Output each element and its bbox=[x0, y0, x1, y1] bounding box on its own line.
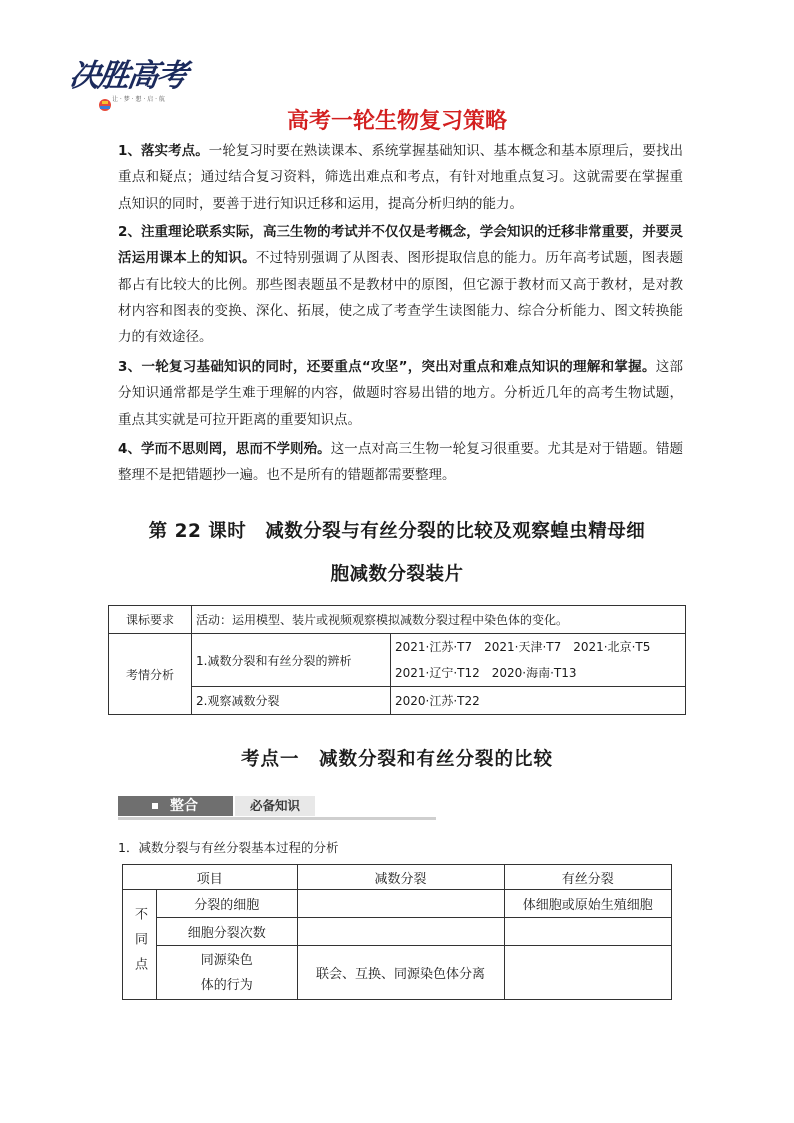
square-bullet-icon bbox=[152, 803, 158, 809]
bar-dark-label: 整合 bbox=[170, 798, 198, 814]
meiosis-cell bbox=[297, 890, 504, 918]
refs-cell bbox=[391, 634, 686, 687]
item-cell: 细胞分裂次数 bbox=[157, 918, 298, 946]
strategy-paragraph-4 bbox=[118, 436, 683, 489]
item-cell: 分裂的细胞 bbox=[157, 890, 298, 918]
paragraph-lead: 4、学而不思则罔，思而不学则殆。 bbox=[118, 441, 331, 457]
label-cell: 考情分析 bbox=[109, 634, 192, 715]
lesson-title-line-1: 第 22 课时 减数分裂与有丝分裂的比较及观察蝗虫精母细 bbox=[148, 521, 646, 542]
topic-cell: 1.减数分裂和有丝分裂的辨析 bbox=[192, 634, 391, 687]
group-label-cell: 不同点 bbox=[123, 890, 157, 1000]
header-cell: 有丝分裂 bbox=[504, 865, 671, 890]
section-title: 考点一 减数分裂和有丝分裂的比较 bbox=[240, 749, 553, 770]
strategy-paragraph-3 bbox=[118, 354, 683, 433]
header-cell: 项目 bbox=[123, 865, 298, 890]
paragraph-body: 这部分知识通常都是学生难于理解的内容，做题时容易出错的地方。分析近几年的高考生物试题，重点其实就是可拉开距离的重要知识点。 bbox=[118, 359, 684, 428]
comparison-table bbox=[122, 864, 672, 1000]
paragraph-body: 一轮复习时要在熟读课本、系统掌握基础知识、基本概念和基本原理后，要找出重点和疑点；通过结合复习资料，筛选出难点和考点，有针对地重点复习。这就需要在掌握重点知识的同时，要善于进行知识迁移和运用，提高分析归纳的能力。 bbox=[118, 143, 684, 212]
mitosis-cell bbox=[504, 946, 671, 1000]
curriculum-standards-table bbox=[108, 605, 686, 715]
logo-subtext: 让 · 梦 · 想 · 启 · 航 bbox=[112, 96, 165, 103]
paragraph-body: 不过特别强调了从图表、图形提取信息的能力。历年高考试题，图表题都占有比较大的比例。那些图表题虽不是教材中的原图，但它源于教材而又高于教材，是对教材内容和图表的变换、深化、拓展，使之成了考查学生读图能力、综合分析能力、图文转换能力的有效途径。 bbox=[118, 250, 683, 346]
logo-text: 决胜高考 bbox=[66, 58, 189, 94]
paragraph-lead: 2、注重理论联系实际，高三生物的考试并不仅仅是考概念，学会知识的迁移非常重要，并要灵活运用课本上的知识。 bbox=[118, 224, 683, 267]
bar-underline bbox=[118, 817, 436, 820]
section-bar bbox=[118, 796, 438, 820]
refs-line: 2021·江苏·T7 2021·天津·T7 2021·北京·T5 bbox=[395, 640, 651, 654]
paragraph-body: 这一点对高三生物一轮复习很重要。尤其是对于错题。错题整理不是把错题抄一遍。也不是所有的错题都需要整理。 bbox=[118, 441, 683, 484]
mitosis-cell: 体细胞或原始生殖细胞 bbox=[504, 890, 671, 918]
label-cell: 课标要求 bbox=[109, 606, 192, 634]
lesson-title-line-2: 胞减数分裂装片 bbox=[330, 564, 464, 585]
strategy-paragraph-1 bbox=[118, 138, 683, 217]
refs-cell: 2020·江苏·T22 bbox=[391, 687, 686, 715]
bar-light-label: 必备知识 bbox=[235, 796, 315, 816]
subheading: 1．减数分裂与有丝分裂基本过程的分析 bbox=[118, 840, 339, 855]
mitosis-cell bbox=[504, 918, 671, 946]
item-line: 体的行为 bbox=[200, 977, 253, 993]
refs-line: 2021·辽宁·T12 2020·海南·T13 bbox=[395, 666, 577, 680]
paragraph-lead: 3、一轮复习基础知识的同时，还要重点“攻坚”，突出对重点和难点知识的理解和掌握。 bbox=[118, 359, 656, 375]
meiosis-cell: 联会、互换、同源染色体分离 bbox=[297, 946, 504, 1000]
item-line: 同源染色 bbox=[200, 952, 253, 968]
strategy-paragraph-2 bbox=[118, 219, 683, 350]
item-cell bbox=[157, 946, 298, 1000]
header-cell: 减数分裂 bbox=[297, 865, 504, 890]
meiosis-cell bbox=[297, 918, 504, 946]
value-cell: 活动：运用模型、装片或视频观察模拟减数分裂过程中染色体的变化。 bbox=[192, 606, 686, 634]
document-title: 高考一轮生物复习策略 bbox=[286, 109, 507, 134]
paragraph-lead: 1、落实考点。 bbox=[118, 143, 209, 159]
section-bar-dark bbox=[118, 796, 233, 816]
topic-cell: 2.观察减数分裂 bbox=[192, 687, 391, 715]
